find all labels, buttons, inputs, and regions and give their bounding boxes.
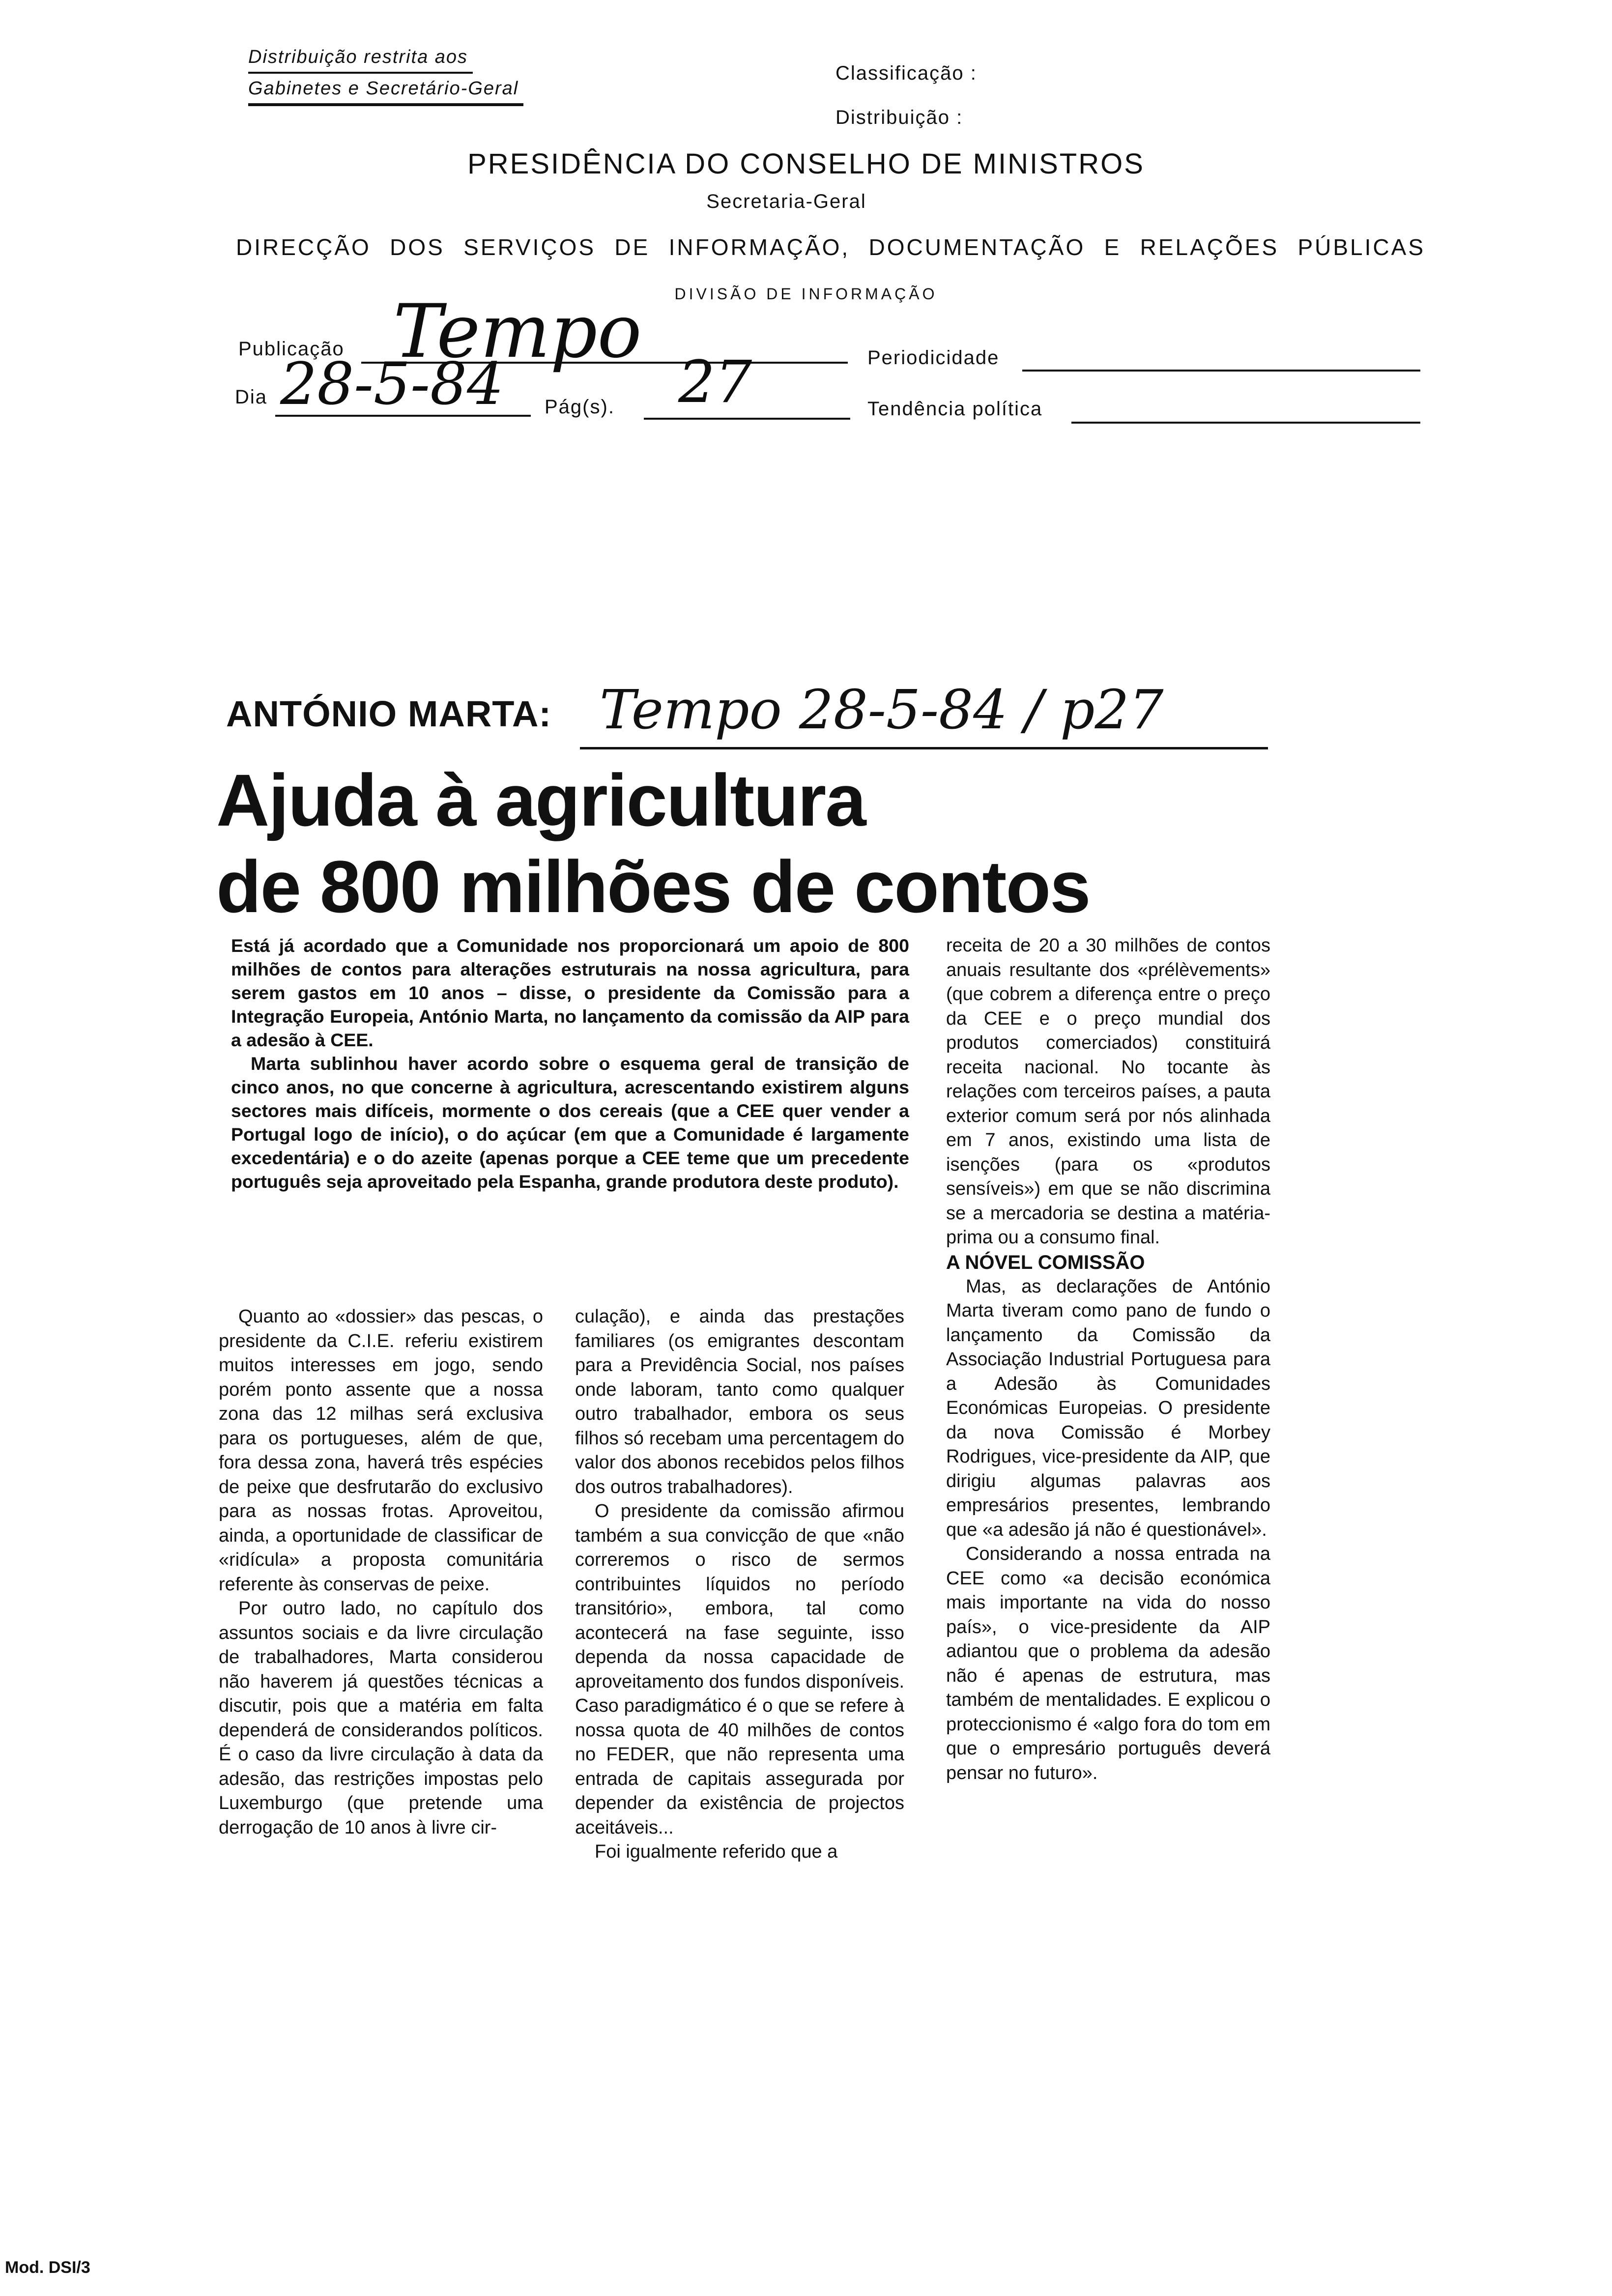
body-paragraph: Foi igualmente referido que a xyxy=(595,1841,838,1862)
headline-line-2: de 800 milhões de contos xyxy=(216,845,1090,928)
headline-line-1: Ajuda à agricultura xyxy=(216,759,865,841)
periodicity-label: Periodicidade xyxy=(867,347,1000,369)
pages-line xyxy=(644,418,850,420)
pages-handwritten-value: 27 xyxy=(678,348,752,416)
kicker-rule xyxy=(580,747,1268,749)
classification-block xyxy=(835,51,977,140)
article-headline xyxy=(216,757,1297,930)
day-label: Dia xyxy=(235,386,268,408)
secretariat-subtitle: Secretaria-Geral xyxy=(706,191,866,212)
body-paragraph: Quanto ao «dossier» das pescas, o presidente da C.I.E. referiu existirem muitos interesses em jogo, sendo porém ponto assente que a nossa zona das 12 milhas será exclusiva para os portugueses, além de que, fora dessa zona, haverá três espécies de peixe que desfrutarão do exclusivo para as nossas frotas. Aproveitou, ainda, a oportunidade de classificar de «ridícula» a proposta comunitária referente às conservas de peixe. xyxy=(219,1306,543,1595)
periodicity-line xyxy=(1022,370,1420,372)
classification-label: Classificação : xyxy=(835,62,977,84)
pages-label: Pág(s). xyxy=(545,396,615,418)
handwritten-annotation: Tempo 28-5-84 / p27 xyxy=(600,678,1164,741)
division-title: DIVISÃO DE INFORMAÇÃO xyxy=(674,285,938,303)
body-paragraph: receita de 20 a 30 milhões de contos anuais resultante dos «prélèvements» (que cobrem a diferença entre o preço da CEE e o preço mundial dos produtos comerciados) constituirá receita nacional. No tocante às relações com terceiros países, a pauta exterior comum será por nós alinhada em 7 anos, existindo uma lista de isenções (para os «produtos sensíveis») em que se não discrimina se a mercadoria se destina a matéria-prima ou a consumo final. xyxy=(946,935,1270,1248)
form-code: Mod. DSI/3 xyxy=(5,2258,90,2277)
body-paragraph: Mas, as declarações de António Marta tiveram como pano de fundo o lançamento da Comissão da Associação Industrial Portuguesa para a Adesão às Comunidades Económicas Europeias. O presidente da nova Comissão é Morbey Rodrigues, vice-presidente da AIP, que dirigiu algumas palavras aos empresários presentes, lembrando que «a adesão já não é questionável». xyxy=(946,1276,1270,1540)
lead-paragraph: Está já acordado que a Comunidade nos proporcionará um apoio de 800 milhões de contos para alterações estruturais na nossa agricultura, para serem gastos em 10 anos – disse, o presidente da Comissão para a Integração Europeia, António Marta, no lançamento da comissão da AIP para a adesão à CEE. xyxy=(231,935,909,1050)
day-handwritten-value: 28-5-84 xyxy=(280,350,504,418)
lead-paragraph: Marta sublinhou haver acordo sobre o esquema geral de transição de cinco anos, no que concerne à agricultura, acrescentando existirem alguns sectores mais difíceis, mormente o dos cereais (que a CEE quer vender a Portugal logo de início), o do açúcar (em que a Comunidade é largamente excedentária) e o do azeite (apenas porque a CEE teme que um precedente português seja aproveitado pela Espanha, grande produtora deste produto). xyxy=(231,1053,909,1192)
distribution-label: Distribuição : xyxy=(835,107,963,128)
article-lead xyxy=(231,934,909,1193)
body-paragraph: culação), e ainda das prestações familiares (os emigrantes descontam para a Previdência Social, nos países onde laboram, tanto como qualquer outro trabalhador, embora os seus filhos só recebam uma percentagem do valor dos abonos recebidos pelos filhos dos outros trabalhadores). xyxy=(575,1306,904,1497)
political-tendency-label: Tendência política xyxy=(867,398,1043,420)
day-line xyxy=(275,415,531,417)
restriction-line-1: Distribuição restrita aos xyxy=(248,42,473,74)
political-tendency-line xyxy=(1071,422,1420,424)
distribution-restriction-note xyxy=(248,42,523,106)
section-subheading: A NÓVEL COMISSÃO xyxy=(946,1251,1145,1273)
article-kicker: ANTÓNIO MARTA: xyxy=(226,693,552,734)
body-paragraph: Por outro lado, no capítulo dos assuntos sociais e da livre circulação de trabalhadores, Marta considerou não haverem já questões técnicas a discutir, pois que a matéria em falta dependerá de considerandos políticos. É o caso da livre circulação à data da adesão, das restrições impostas pelo Luxemburgo (que pretende uma derrogação de 10 anos à livre cir- xyxy=(219,1598,543,1838)
restriction-line-2: Gabinetes e Secretário-Geral xyxy=(248,74,523,106)
publication-handwritten-value: Tempo xyxy=(393,289,642,374)
body-paragraph: Considerando a nossa entrada na CEE como «a decisão económica mais importante na vida do nosso país», o vice-presidente da AIP adiantou que o problema da adesão não é apenas de estrutura, mas também de mentalidades. E explicou o proteccionismo é «algo fora do tom em que o empresário português deverá pensar no futuro». xyxy=(946,1544,1270,1783)
article-column-3 xyxy=(946,934,1270,1785)
article-column-2 xyxy=(575,1305,904,1865)
body-paragraph: O presidente da comissão afirmou também a sua convicção de que «não correremos o risco de sermos contribuintes líquidos no período transitório», embora, tal como acontecerá na fase seguinte, isso dependa da nossa capacidade de aproveitamento dos fundos disponíveis. Caso paradigmático é o que se refere à nossa quota de 40 milhões de contos no FEDER, que não representa uma entrada de capitais assegurada por depender da existência de projectos aceitáveis... xyxy=(575,1501,904,1838)
publication-label: Publicação xyxy=(238,338,345,360)
article-column-1 xyxy=(219,1305,543,1840)
presidency-title: PRESIDÊNCIA DO CONSELHO DE MINISTROS xyxy=(467,148,1145,180)
directorate-title: DIRECÇÃO DOS SERVIÇOS DE INFORMAÇÃO, DOCUMENTAÇÃO E RELAÇÕES PÚBLICAS xyxy=(236,234,1425,260)
